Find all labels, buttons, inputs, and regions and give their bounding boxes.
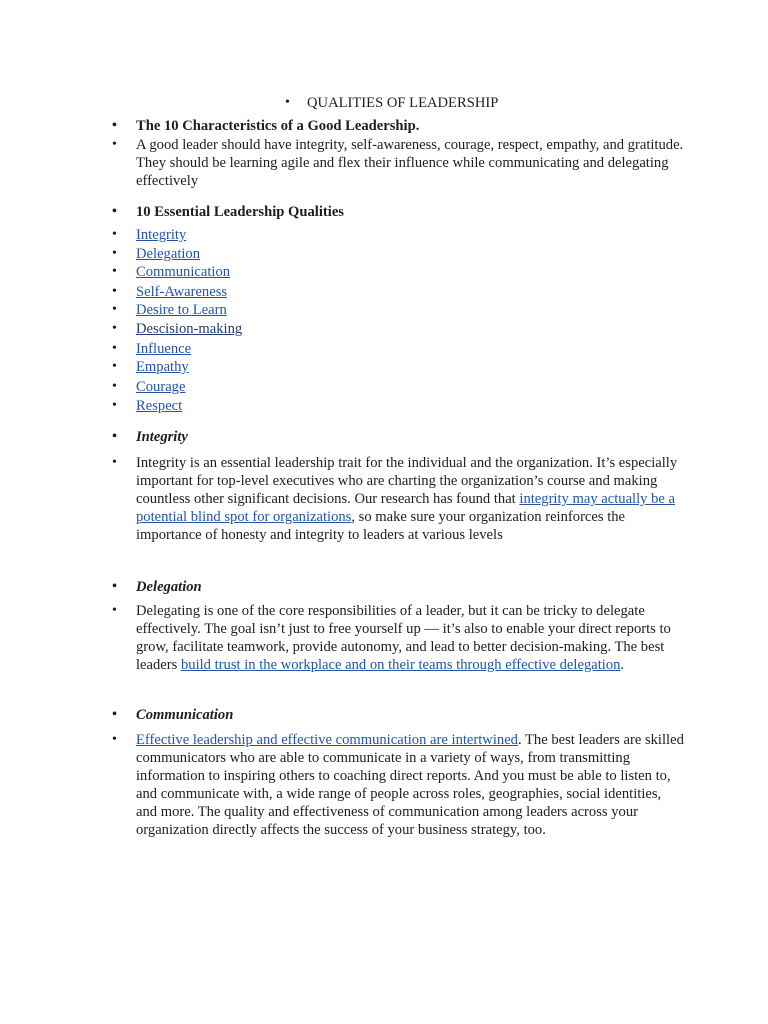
communication-heading: • Communication <box>136 706 684 724</box>
quality-link-delegation[interactable]: Delegation <box>136 246 201 262</box>
integrity-paragraph <box>136 454 684 544</box>
communication-text: . The best leaders are skilled communicators who are able to communicate in a variety of ways, from transmitting information to inspiring others to coaching direct reports. And you must be able to listen to, and communicate with, a wide range of people across roles, geographies, social identities, and more. The quality and effectiveness of communication among leaders across your organization directly affects the success of your business strategy, too. <box>136 732 684 838</box>
delegation-paragraph <box>136 602 684 674</box>
quality-link-influence[interactable]: Influence <box>136 341 192 357</box>
quality-item <box>136 226 684 244</box>
quality-item <box>136 320 684 338</box>
quality-link-decision-making[interactable]: Descision-making <box>136 321 243 337</box>
quality-link-communication[interactable]: Communication <box>136 264 231 280</box>
integrity-heading: • Integrity <box>136 428 684 446</box>
quality-link-respect[interactable]: Respect <box>136 398 183 414</box>
quality-link-self-awareness[interactable]: Self-Awareness <box>136 284 228 300</box>
intro-heading: • The 10 Characteristics of a Good Leadership. <box>136 117 684 135</box>
quality-item <box>136 358 684 376</box>
delegation-heading: • Delegation <box>136 578 684 596</box>
quality-link-desire-to-learn[interactable]: Desire to Learn <box>136 302 227 318</box>
quality-item <box>136 263 684 281</box>
quality-item <box>136 397 684 415</box>
delegation-text: Delegating is one of the core responsibilities of a leader, but it can be tricky to delegate effectively. The goal isn’t just to free yourself up — it’s also to enable your direct reports to grow, facilitate teamwork, provide autonomy, and lead to better decision-making. The best leaders <box>136 603 671 673</box>
intro-text: • A good leader should have integrity, self-awareness, courage, respect, empathy, and gratitude. They should be learning agile and flex their influence while communicating and delegating effectively <box>136 136 684 190</box>
integrity-text-end: , so make sure your organization reinforces the importance of honesty and integrity to leaders at various levels <box>136 509 626 543</box>
quality-link-empathy[interactable]: Empathy <box>136 359 189 375</box>
delegation-trust-link[interactable]: build trust in the workplace and on their teams through effective delegation <box>180 657 621 673</box>
communication-paragraph <box>136 731 684 839</box>
delegation-text-end: . <box>620 657 625 673</box>
quality-item <box>136 283 684 301</box>
communication-intertwined-link[interactable]: Effective leadership and effective communication are intertwined <box>136 732 518 748</box>
quality-item <box>136 340 684 358</box>
quality-item <box>136 378 684 396</box>
qualities-heading: • 10 Essential Leadership Qualities <box>136 203 684 221</box>
document-title: • QUALITIES OF LEADERSHIP <box>307 94 498 112</box>
quality-link-integrity[interactable]: Integrity <box>136 227 187 243</box>
quality-item <box>136 301 684 319</box>
quality-item <box>136 245 684 263</box>
quality-link-courage[interactable]: Courage <box>136 379 186 395</box>
integrity-text: Integrity is an essential leadership trait for the individual and the organization. It’s especially important for top-level executives who are charting the organization’s course and making countless other significant decisions. Our research has found that <box>136 455 678 507</box>
integrity-blind-spot-link[interactable]: integrity may actually be a potential blind spot for organizations <box>136 491 675 525</box>
